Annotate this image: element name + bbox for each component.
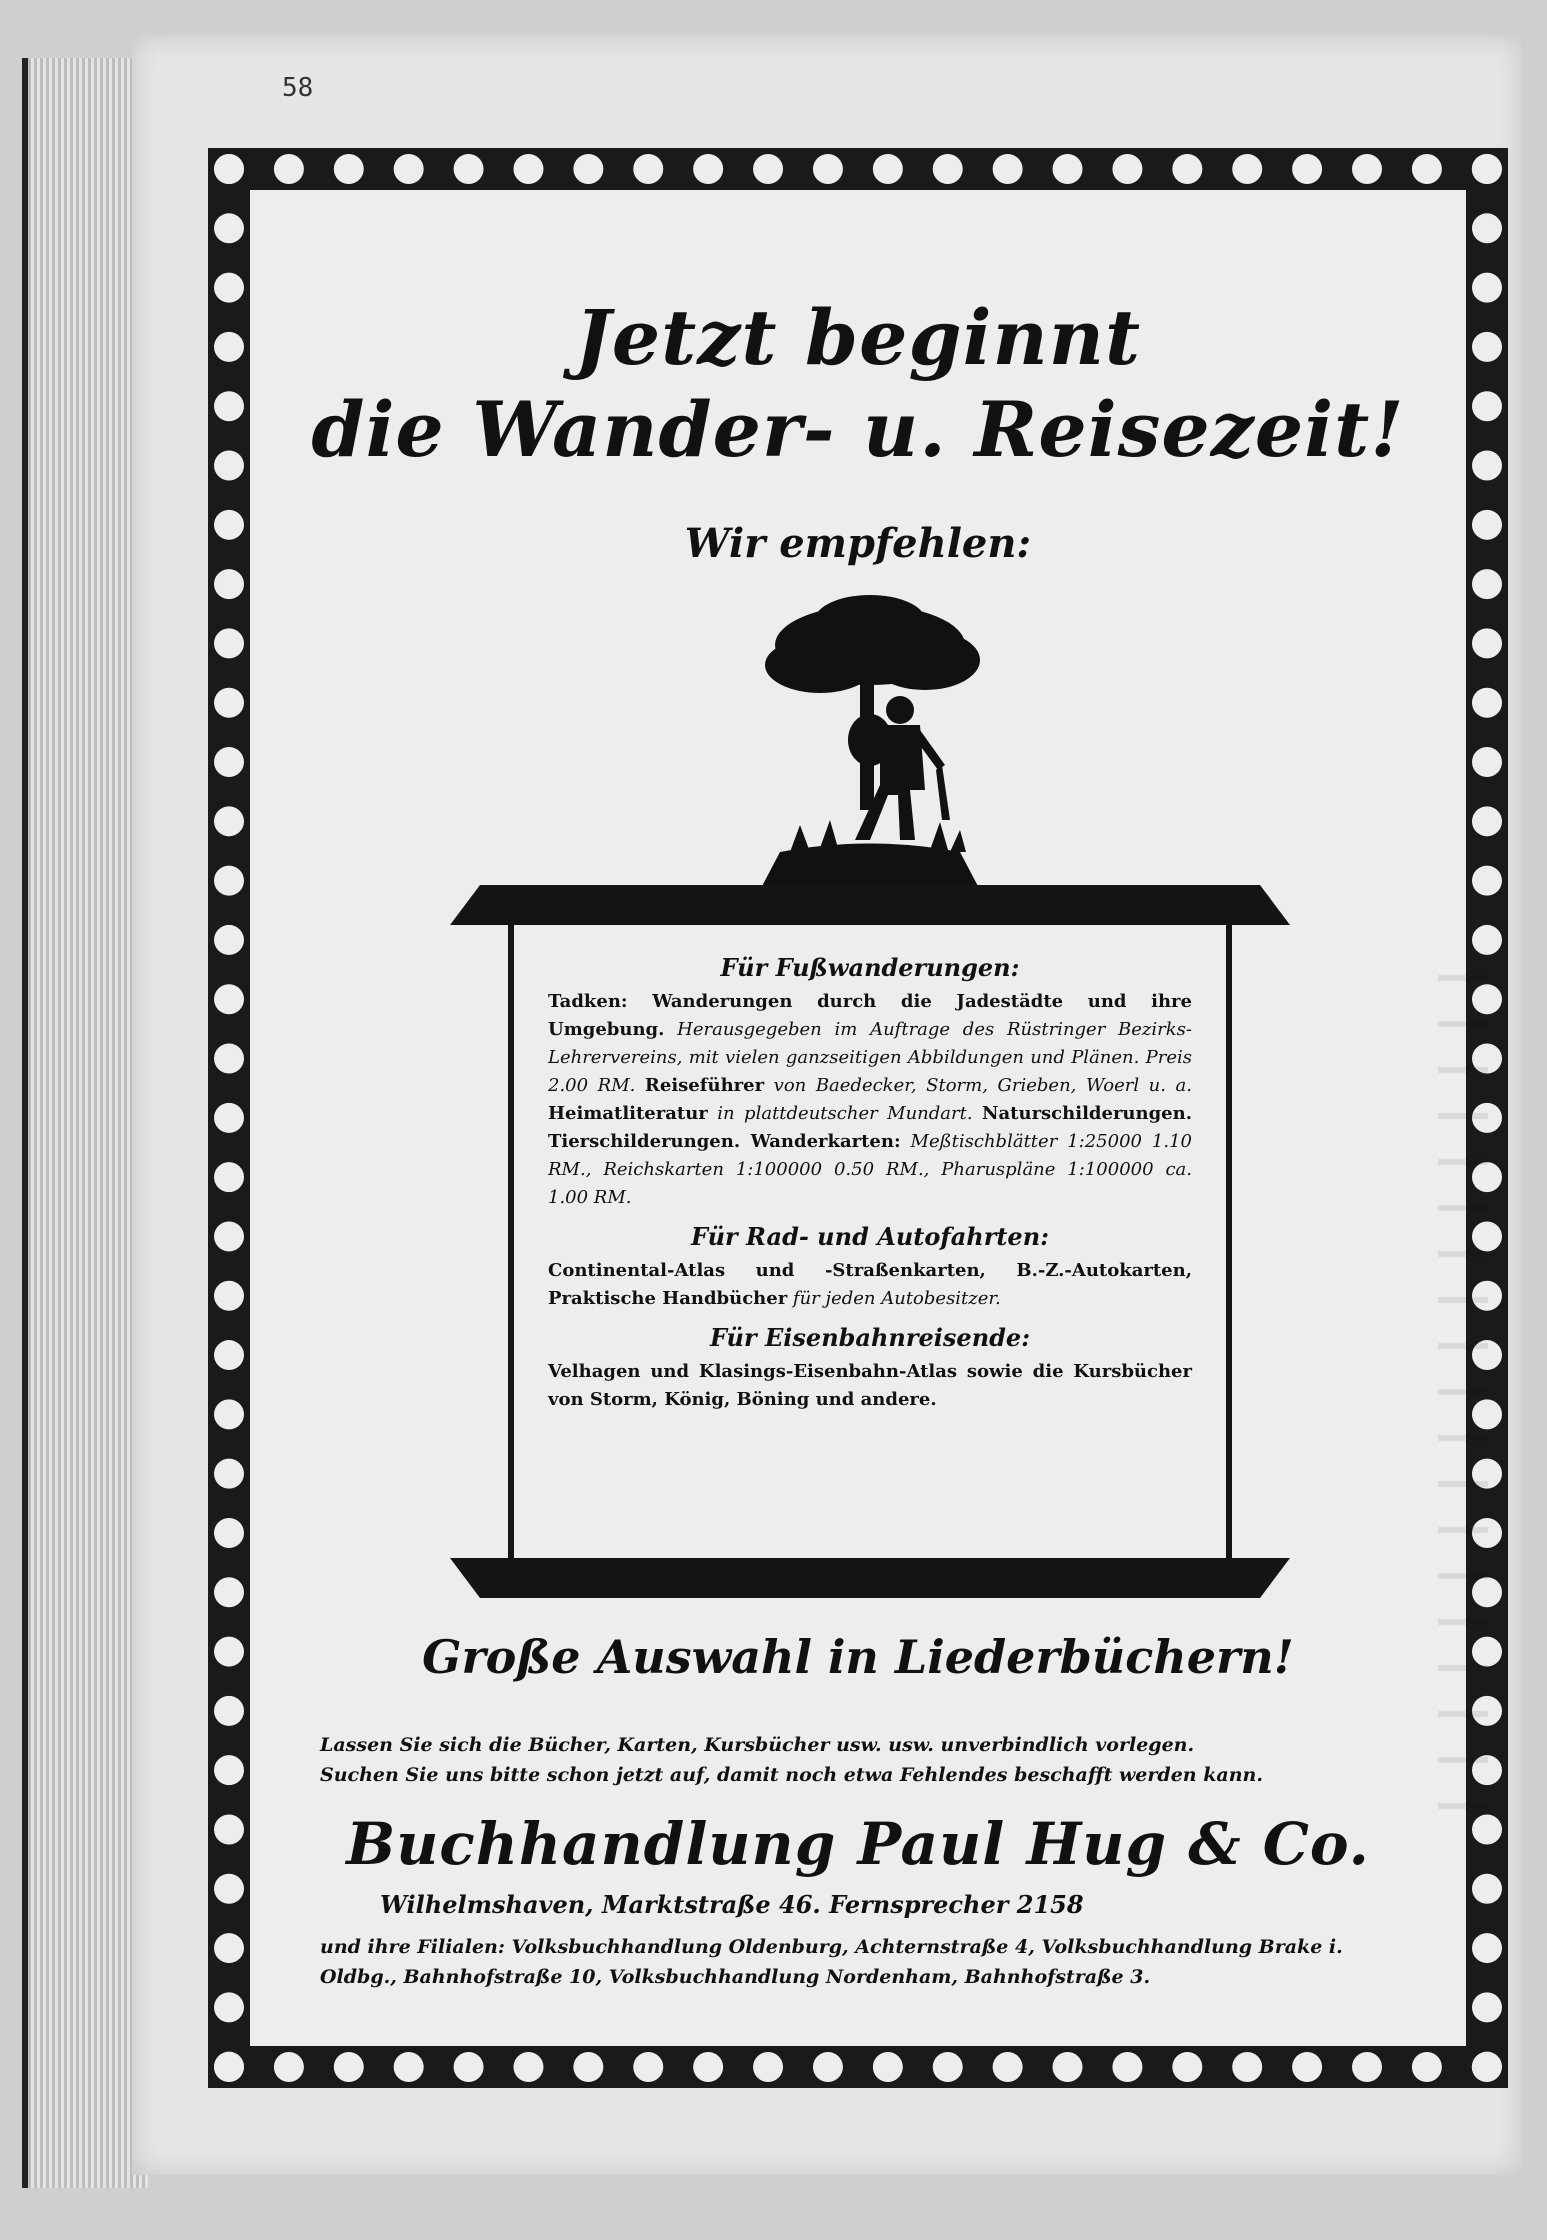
store-name: Buchhandlung Paul Hug & Co. [346,1810,1370,1878]
scanned-page [132,35,1522,2175]
page-number: 58 [282,73,314,103]
wanderer-silhouette-icon [720,590,1020,890]
section-body-fusswanderungen [548,988,1192,1212]
headline-line-2: die Wander- u. Reisezeit! [311,385,1405,474]
notice-text [320,1730,1426,1790]
text-bold: Tadken: Wanderungen durch die Jadestädte und ihre Umgebung. [548,991,1192,1040]
text-bold: Continental-Atlas und -Straßenkarten, B.-Z.-Autokarten, Praktische Handbücher [548,1260,1192,1309]
text-normal: in plattdeutscher Mundart. [707,1103,983,1124]
text-bold: Naturschilderungen. Tierschilderungen. Wanderkarten: [548,1103,1192,1152]
section-title-fusswanderungen: Für Fußwanderungen: [720,953,1020,982]
text-normal: Herausgegeben im Auftrage des Rüstringer Bezirks-Lehrervereins, mit vielen ganzseitigen Abbildungen und Plänen. Preis 2.00 RM. [548,1019,1192,1096]
headline-line-1: Jetzt beginnt [574,293,1142,382]
text-bold: Reiseführer [644,1075,765,1096]
bleed-through-texture [1438,935,1488,1835]
text-bold: Heimatliteratur [548,1103,708,1124]
notice-line-1: Lassen Sie sich die Bücher, Karten, Kursbücher usw. usw. unverbindlich vorlegen. [320,1734,1195,1756]
recommendation-box [508,925,1232,1558]
banner-bottom-ribbon [480,1558,1260,1598]
text-bold: Velhagen und Klasings-Eisenbahn-Atlas sowie die Kursbücher von Storm, König, Böning und andere. [548,1361,1192,1410]
text-normal: für jeden Autobesitzer. [787,1288,1001,1309]
section-body-eisenbahnreisende [548,1358,1192,1414]
section-title-rad-autofahrten: Für Rad- und Autofahrten: [690,1222,1050,1251]
subheadline: Wir empfehlen: [684,520,1032,567]
notice-line-2: Suchen Sie uns bitte schon jetzt auf, damit noch etwa Fehlendes beschafft werden kann. [320,1764,1263,1786]
text-normal: von Baedecker, Storm, Grieben, Woerl u. a. [764,1075,1192,1096]
book-page-edges [22,58,148,2188]
section-body-rad-autofahrten [548,1257,1192,1313]
headline [250,292,1466,476]
text-normal: Meßtischblätter 1:25000 1.10 RM., Reichskarten 1:100000 0.50 RM., Pharuspläne 1:100000 ca. 1.00 RM. [548,1131,1192,1208]
store-address: Wilhelmshaven, Marktstraße 46. Fernsprecher 2158 [380,1890,1084,1919]
ornamental-border [208,148,1508,2088]
tagline: Große Auswahl in Liederbüchern! [422,1630,1294,1684]
advertisement [250,190,1466,2046]
banner-top-ribbon [480,885,1260,925]
section-title-eisenbahnreisende: Für Eisenbahnreisende: [709,1323,1031,1352]
store-branches: und ihre Filialen: Volksbuchhandlung Oldenburg, Achternstraße 4, Volksbuchhandlung Brake i. Oldbg., Bahnhofstraße 10, Volksbuchhandlung Nordenham, Bahnhofstraße 3. [320,1936,1343,1988]
